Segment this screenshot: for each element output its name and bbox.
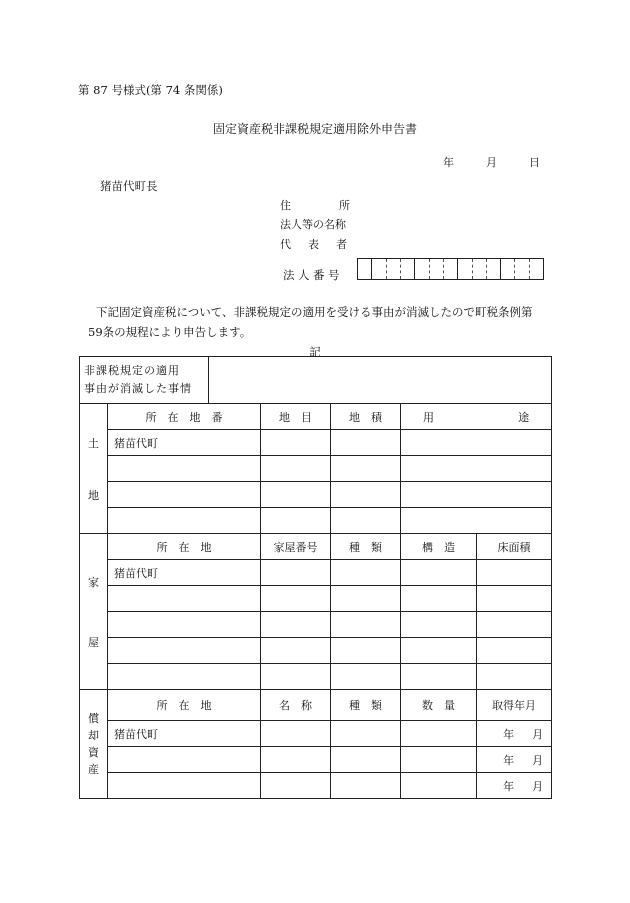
addressee: 猪苗代町長 [100, 179, 158, 193]
house-label: 家 屋 [80, 534, 108, 690]
house-header-kind: 種 類 [331, 534, 401, 560]
dep-header-kind: 種 類 [331, 690, 401, 721]
form-number: 第 87 号様式(第 74 条関係) [78, 83, 223, 97]
date-month: 月 [486, 156, 497, 169]
house-header-structure: 構 造 [401, 534, 477, 560]
house-town[interactable]: 猪苗代町 [108, 560, 261, 586]
ki-heading: 記 [309, 345, 321, 359]
house-header-location: 所 在 地 [108, 534, 261, 560]
asset-table [79, 356, 552, 799]
depreciable-label: 償 却 資 産 [80, 690, 108, 799]
land-header-use: 用 途 [401, 404, 552, 430]
dep-acquired-3[interactable]: 年 月 [477, 773, 552, 799]
reason-label: 非課税規定の適用 事由が消滅した事情 [80, 357, 209, 404]
reason-field[interactable] [209, 357, 552, 404]
dep-header-location: 所 在 地 [108, 690, 261, 721]
house-header-floor-area: 床面積 [477, 534, 552, 560]
land-label: 土 地 [80, 404, 108, 534]
land-header-location: 所 在 地 番 [108, 404, 261, 430]
land-header-area: 地 積 [331, 404, 401, 430]
statement: 下記固定資産税について、非課税規定の適用を受ける事由が消滅したので町税条例第 59条の規程により申告します。 [88, 305, 533, 339]
address-label: 住 所 [280, 199, 350, 212]
representative-label: 代 表 者 [280, 238, 347, 251]
date-day: 日 [529, 156, 540, 169]
dep-acquired-1[interactable]: 年 月 [477, 721, 552, 747]
land-town[interactable]: 猪苗代町 [108, 430, 261, 456]
land-header-category: 地 目 [261, 404, 331, 430]
dep-acquired-2[interactable]: 年 月 [477, 747, 552, 773]
dep-header-quantity: 数 量 [401, 690, 477, 721]
dep-town[interactable]: 猪苗代町 [108, 721, 261, 747]
house-header-number: 家屋番号 [261, 534, 331, 560]
corp-name-label: 法人等の名称 [280, 218, 346, 231]
dep-header-name: 名 称 [261, 690, 331, 721]
form-title: 固定資産税非課税規定適用除外申告書 [212, 122, 417, 136]
corp-number-label: 法人番号 [283, 268, 343, 282]
date-line [443, 154, 540, 170]
corp-number-field[interactable] [357, 258, 544, 280]
date-year: 年 [443, 156, 454, 169]
dep-header-acquired: 取得年月 [477, 690, 552, 721]
